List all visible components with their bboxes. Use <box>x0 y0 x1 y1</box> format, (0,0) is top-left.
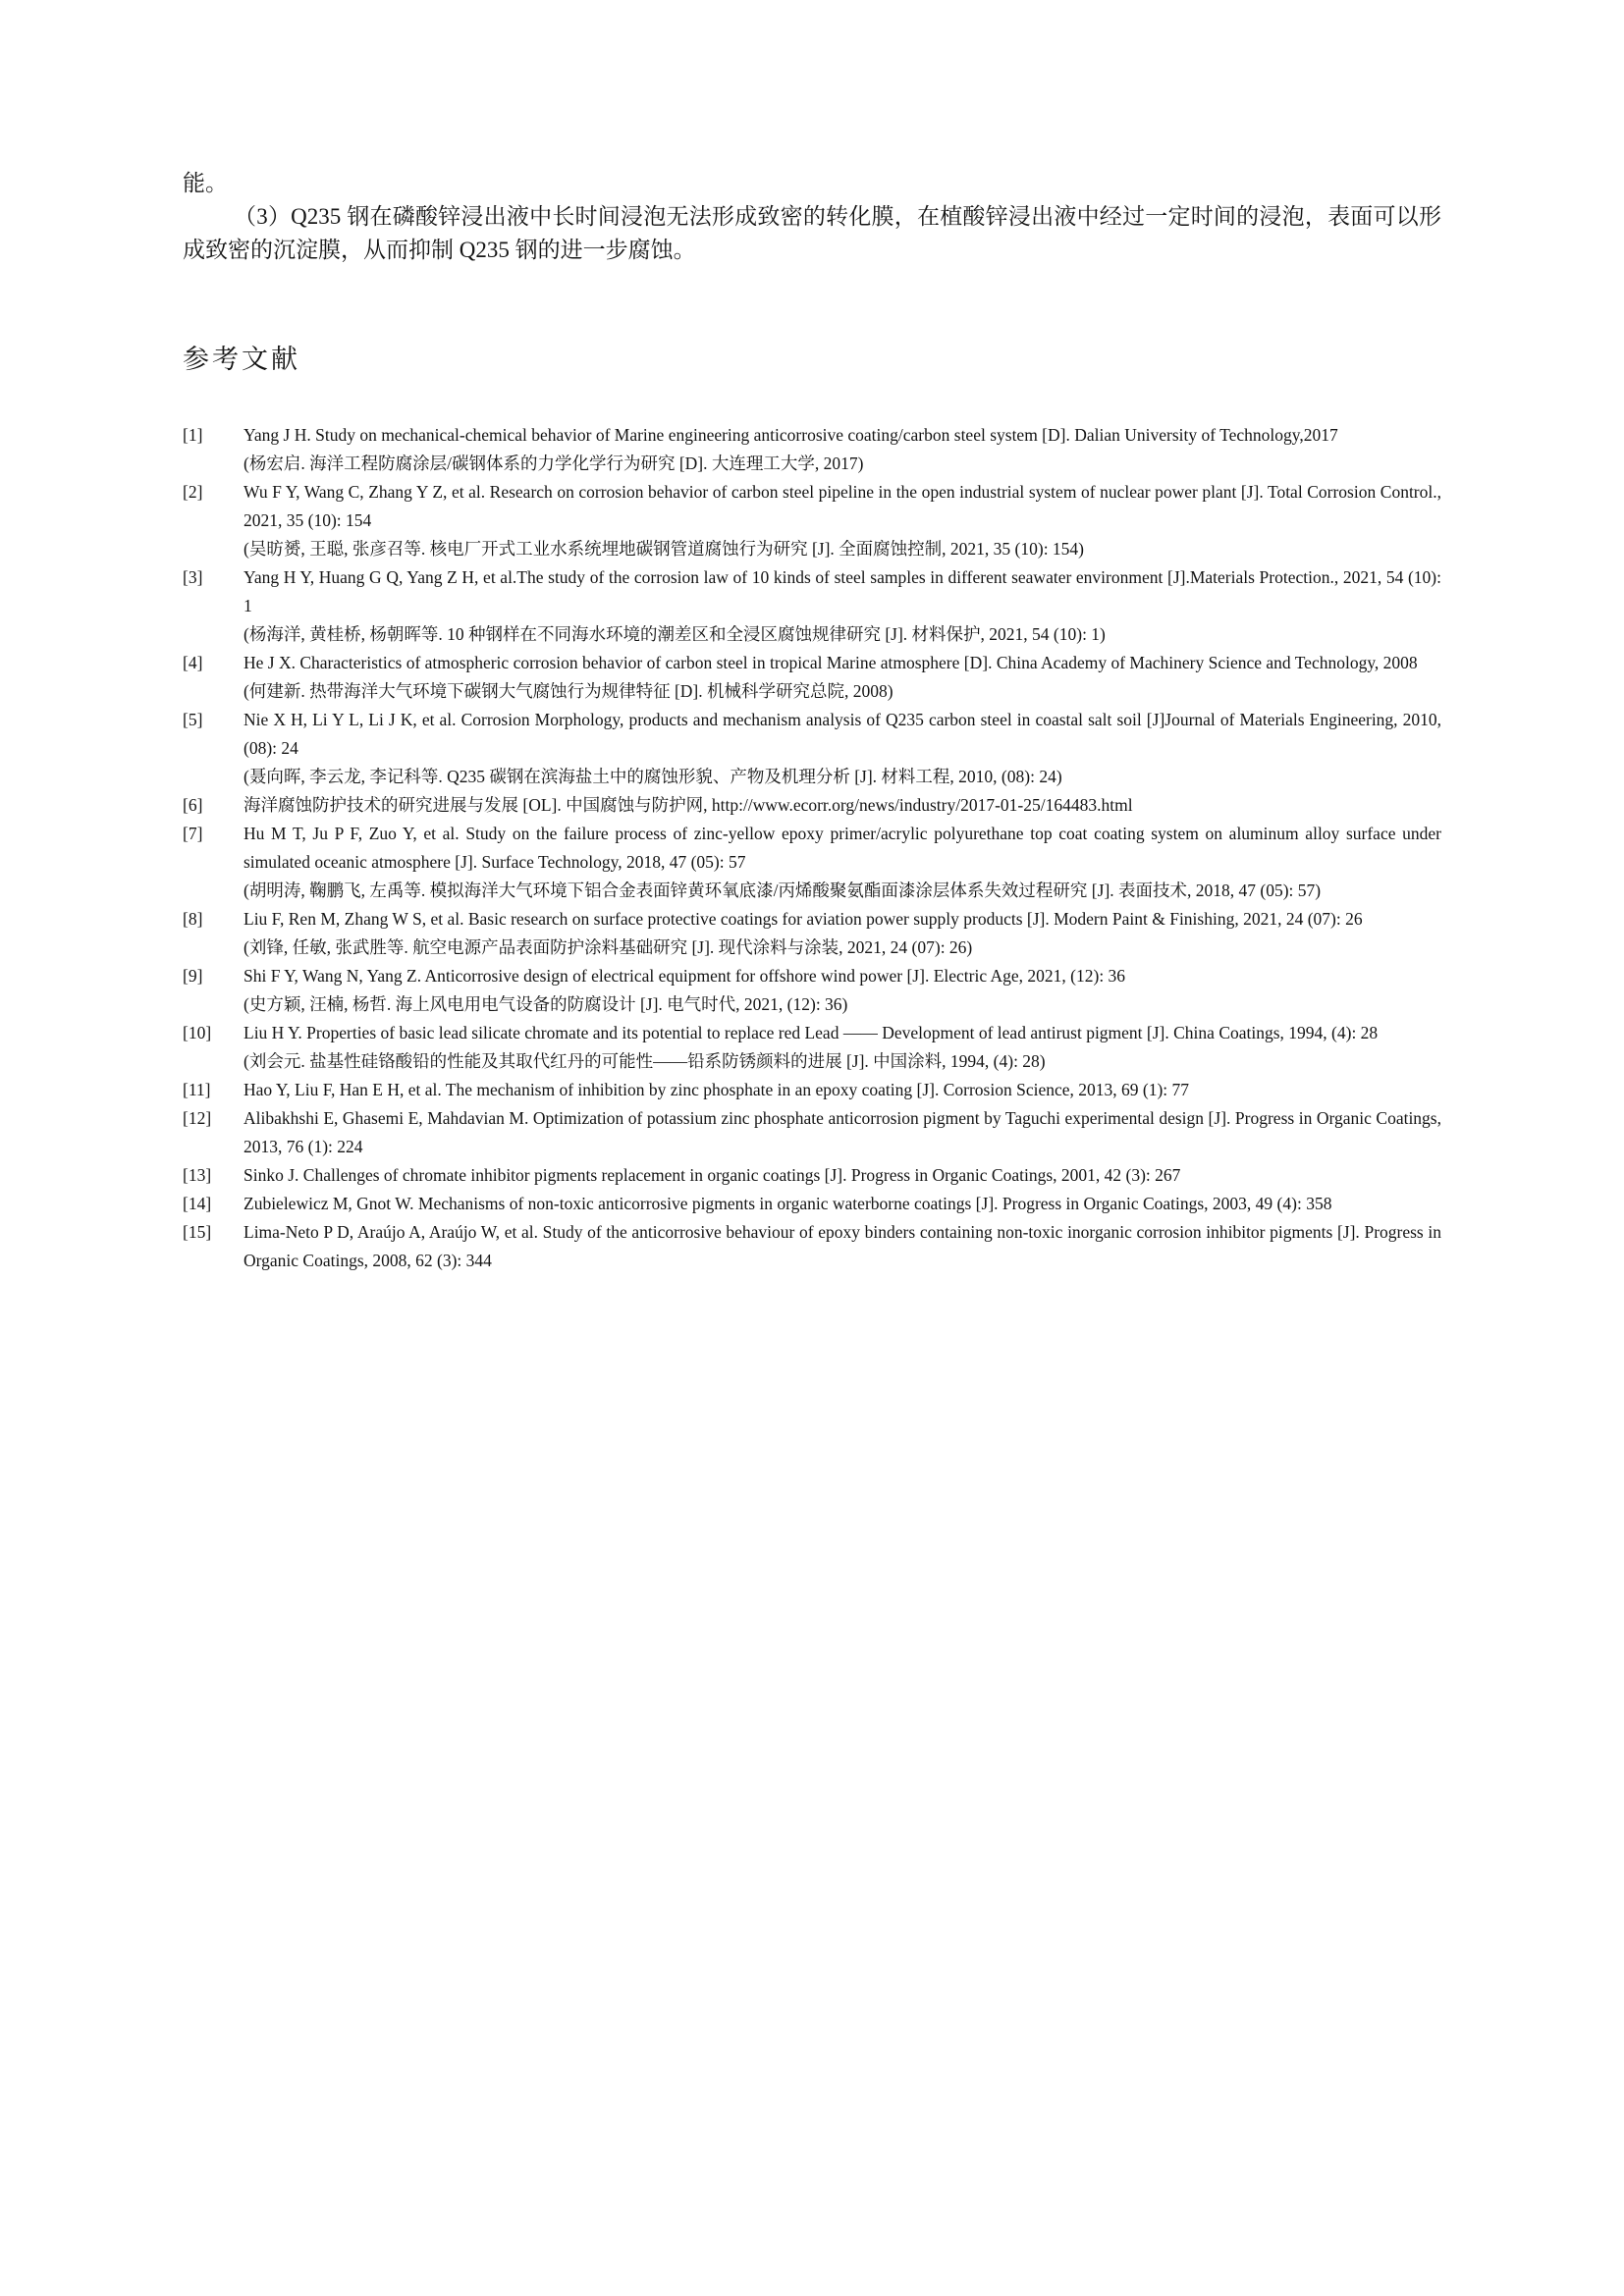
reference-item <box>183 649 1441 706</box>
reference-number: [11] <box>183 1080 211 1099</box>
reference-number: [7] <box>183 824 203 843</box>
reference-body <box>244 1019 1441 1076</box>
reference-body <box>244 1104 1441 1161</box>
reference-body <box>244 962 1441 1019</box>
reference-body <box>244 706 1441 791</box>
reference-citation-en: Sinko J. Challenges of chromate inhibitor pigments replacement in organic coatings [J]. Progress in Organic Coatings, 2001, 42 (3): 267 <box>244 1165 1181 1185</box>
reference-citation-en: Alibakhshi E, Ghasemi E, Mahdavian M. Optimization of potassium zinc phosphate anticorrosion pigment by Taguchi experimental design [J]. Progress in Organic Coatings, 2013, 76 (1): 224 <box>244 1108 1441 1156</box>
reference-citation-zh: (刘会元. 盐基性硅铬酸铅的性能及其取代红丹的可能性——铅系防锈颜料的进展 [J]. 中国涂料, 1994, (4): 28) <box>244 1051 1046 1071</box>
reference-citation-en: Yang J H. Study on mechanical-chemical behavior of Marine engineering anticorrosive coating/carbon steel system [D]. Dalian University of Technology,2017 <box>244 425 1338 445</box>
reference-item <box>183 478 1441 563</box>
reference-number: [10] <box>183 1023 212 1042</box>
reference-citation-en: Lima-Neto P D, Araújo A, Araújo W, et al. Study of the anticorrosive behaviour of epoxy binders containing non-toxic inorganic corrosion inhibitor pigments [J]. Progress in Organic Coatings, 2008, 62 (3): 344 <box>244 1222 1441 1270</box>
reference-item <box>183 1019 1441 1076</box>
reference-body <box>244 649 1441 706</box>
reference-citation-zh: (杨海洋, 黄桂桥, 杨朝晖等. 10 种钢样在不同海水环境的潮差区和全浸区腐蚀规律研究 [J]. 材料保护, 2021, 54 (10): 1) <box>244 624 1106 644</box>
reference-body <box>244 421 1441 478</box>
reference-citation-en: Wu F Y, Wang C, Zhang Y Z, et al. Research on corrosion behavior of carbon steel pipeline in the open industrial system of nuclear power plant [J]. Total Corrosion Control., 2021, 35 (10): 154 <box>244 482 1441 530</box>
reference-body <box>244 791 1441 820</box>
reference-citation-en: Zubielewicz M, Gnot W. Mechanisms of non-toxic anticorrosive pigments in organic waterborne coatings [J]. Progress in Organic Coatings, 2003, 49 (4): 358 <box>244 1194 1332 1213</box>
reference-body <box>244 478 1441 563</box>
reference-list <box>183 421 1441 1275</box>
reference-item <box>183 905 1441 962</box>
reference-number: [13] <box>183 1165 212 1185</box>
reference-item <box>183 1218 1441 1275</box>
reference-citation-en: Nie X H, Li Y L, Li J K, et al. Corrosion Morphology, products and mechanism analysis of Q235 carbon steel in coastal salt soil [J]Journal of Materials Engineering, 2010, (08): 24 <box>244 710 1441 758</box>
reference-citation-zh: (刘锋, 任敏, 张武胜等. 航空电源产品表面防护涂料基础研究 [J]. 现代涂料与涂装, 2021, 24 (07): 26) <box>244 937 973 957</box>
reference-item <box>183 791 1441 820</box>
reference-citation-en: Liu F, Ren M, Zhang W S, et al. Basic research on surface protective coatings for aviation power supply products [J]. Modern Paint & Finishing, 2021, 24 (07): 26 <box>244 909 1363 929</box>
reference-citation-en: Hao Y, Liu F, Han E H, et al. The mechanism of inhibition by zinc phosphate in an epoxy coating [J]. Corrosion Science, 2013, 69 (1): 77 <box>244 1080 1190 1099</box>
reference-citation-zh: (聂向晖, 李云龙, 李记科等. Q235 碳钢在滨海盐土中的腐蚀形貌、产物及机理分析 [J]. 材料工程, 2010, (08): 24) <box>244 767 1062 786</box>
reference-citation-en: Liu H Y. Properties of basic lead silicate chromate and its potential to replace red Lead —— Development of lead antirust pigment [J]. China Coatings, 1994, (4): 28 <box>244 1023 1379 1042</box>
reference-citation-zh: (何建新. 热带海洋大气环境下碳钢大气腐蚀行为规律特征 [D]. 机械科学研究总院, 2008) <box>244 681 893 701</box>
reference-number: [12] <box>183 1108 212 1128</box>
reference-number: [9] <box>183 966 203 986</box>
reference-number: [1] <box>183 425 203 445</box>
reference-citation-en: He J X. Characteristics of atmospheric corrosion behavior of carbon steel in tropical Marine atmosphere [D]. China Academy of Machinery Science and Technology, 2008 <box>244 653 1418 672</box>
reference-citation-zh: (吴昉赟, 王聪, 张彦召等. 核电厂开式工业水系统埋地碳钢管道腐蚀行为研究 [J]. 全面腐蚀控制, 2021, 35 (10): 154) <box>244 539 1085 559</box>
reference-body <box>244 1218 1441 1275</box>
reference-item <box>183 1161 1441 1190</box>
reference-number: [4] <box>183 653 203 672</box>
reference-number: [6] <box>183 795 203 815</box>
reference-body <box>244 563 1441 649</box>
reference-number: [14] <box>183 1194 212 1213</box>
reference-citation-zh: (史方颖, 汪楠, 杨哲. 海上风电用电气设备的防腐设计 [J]. 电气时代, 2021, (12): 36) <box>244 994 848 1014</box>
reference-body <box>244 905 1441 962</box>
reference-number: [3] <box>183 567 203 587</box>
reference-body <box>244 820 1441 905</box>
reference-citation-en: Yang H Y, Huang G Q, Yang Z H, et al.The study of the corrosion law of 10 kinds of steel samples in different seawater environment [J].Materials Protection., 2021, 54 (10): 1 <box>244 567 1441 615</box>
reference-item <box>183 421 1441 478</box>
reference-item <box>183 706 1441 791</box>
reference-number: [5] <box>183 710 203 729</box>
reference-item <box>183 1104 1441 1161</box>
reference-number: [15] <box>183 1222 212 1242</box>
reference-body <box>244 1161 1441 1190</box>
reference-number: [8] <box>183 909 203 929</box>
reference-item <box>183 820 1441 905</box>
conclusion-paragraph: （3）Q235 钢在磷酸锌浸出液中长时间浸泡无法形成致密的转化膜，在植酸锌浸出液中经过一定时间的浸泡，表面可以形成致密的沉淀膜，从而抑制 Q235 钢的进一步腐蚀。 <box>183 204 1441 262</box>
reference-citation-zh: (胡明涛, 鞠鹏飞, 左禹等. 模拟海洋大气环境下铝合金表面锌黄环氧底漆/丙烯酸聚氨酯面漆涂层体系失效过程研究 [J]. 表面技术, 2018, 47 (05): 57) <box>244 881 1322 900</box>
references-heading: 参考文献 <box>183 345 300 374</box>
reference-item <box>183 1076 1441 1104</box>
reference-body <box>244 1190 1441 1218</box>
reference-body <box>244 1076 1441 1104</box>
reference-citation-zh: (杨宏启. 海洋工程防腐涂层/碳钢体系的力学化学行为研究 [D]. 大连理工大学, 2017) <box>244 454 864 473</box>
reference-citation-en: Hu M T, Ju P F, Zuo Y, et al. Study on the failure process of zinc-yellow epoxy primer/acrylic polyurethane top coat coating system on aluminum alloy surface under simulated oceanic atmosphere [J]. Surface Technology, 2018, 47 (05): 57 <box>244 824 1441 872</box>
reference-citation-en: Shi F Y, Wang N, Yang Z. Anticorrosive design of electrical equipment for offshore wind power [J]. Electric Age, 2021, (12): 36 <box>244 966 1126 986</box>
reference-number: [2] <box>183 482 203 502</box>
reference-item <box>183 1190 1441 1218</box>
reference-item <box>183 563 1441 649</box>
reference-item <box>183 962 1441 1019</box>
paragraph-tail: 能。 <box>183 171 228 195</box>
reference-citation-en: 海洋腐蚀防护技术的研究进展与发展 [OL]. 中国腐蚀与防护网, http://www.ecorr.org/news/industry/2017-01-25/164483.html <box>244 795 1133 815</box>
